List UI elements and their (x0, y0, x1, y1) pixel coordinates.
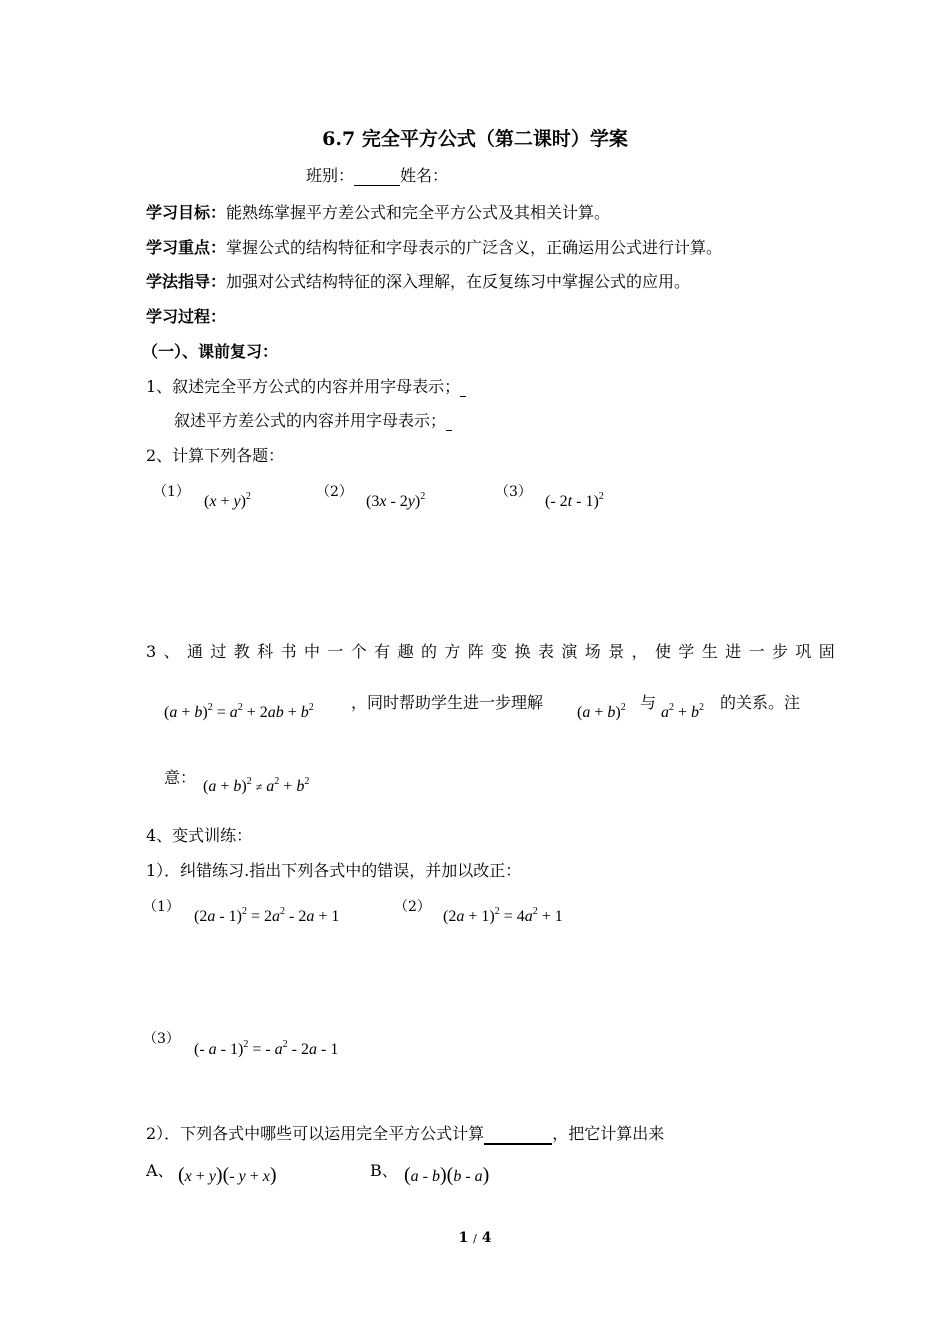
q1-line1-text: 1、叙述完全平方公式的内容并用字母表示； (146, 377, 461, 396)
objectives-label: 学习目标： (146, 203, 227, 222)
q4-option-b-expr: (a - b)(b - a) (404, 1164, 490, 1186)
objectives-text: 能熟练掌握平方差公式和完全平方公式及其相关计算。 (226, 203, 611, 222)
process-label: 学习过程： (146, 307, 227, 326)
q2-item3-expr: (- 2t - 1)$^2$ (545, 491, 604, 510)
q2-item1-num: （1） (153, 484, 190, 500)
q3-expr1: $(a + b)^2 = a^2 + 2ab + b^2$ (164, 702, 314, 721)
q4-item2-num: （2） (394, 899, 431, 915)
q4-part2-line (146, 1121, 664, 1145)
q4-item3-expr: (- a - 1)$^2$ = - $a^2 - 2a - 1$ (194, 1039, 339, 1058)
q1-blank1[interactable] (460, 377, 466, 397)
key-points-label: 学习重点： (146, 238, 227, 257)
q3-note-expr: $(a + b)^2 \ne a^2 + b^2$ (203, 776, 310, 795)
method-line (146, 269, 690, 292)
q4-part2-blank[interactable] (484, 1124, 552, 1145)
q4-part2-title: 2）．下列各式中哪些可以运用完全平方公式计算 (146, 1124, 485, 1143)
q4-part2-tail: ，把它计算出来 (552, 1124, 665, 1143)
q1-line2 (174, 408, 452, 431)
name-label: 姓名： (400, 166, 449, 185)
page-total: 4 (481, 1230, 492, 1246)
q2-item2-num: （2） (316, 484, 353, 500)
q4-option-a-num: A、 (146, 1161, 174, 1180)
q1-line1 (146, 374, 466, 397)
method-label: 学法指导： (146, 272, 227, 291)
q4-option-a-expr: (x + y)(- y + x) (178, 1164, 277, 1186)
q3-mid1: ，同时帮助学生进一步理解 (351, 693, 544, 712)
q4-item1-expr: $(2a - 1)^2 = 2a^2 - 2a + 1$ (194, 906, 340, 925)
page-number (0, 1230, 950, 1246)
class-name-line (306, 163, 448, 186)
q4-item3-num: （3） (143, 1031, 180, 1047)
q3-line1: 3、通过教科书中一个有趣的方阵变换表演场景，使学生进一步巩固 (146, 642, 843, 661)
q4-item1-num: （1） (143, 899, 180, 915)
q2-title: 2、计算下列各题： (146, 446, 285, 465)
method-text: 加强对公式结构特征的深入理解，在反复练习中掌握公式的应用。 (226, 272, 691, 291)
q4-title: 4、变式训练： (146, 826, 253, 845)
q4-option-b-num: B、 (370, 1161, 398, 1180)
q3-expr3: $a^2 + b^2$ (661, 702, 705, 721)
q3-mid2: 与 (640, 693, 657, 712)
q1-blank2[interactable] (446, 411, 452, 431)
class-blank[interactable] (354, 166, 400, 186)
q3-end: 的关系。注 (720, 693, 801, 712)
q4-part1-title: 1）．纠错练习.指出下列各式中的错误，并加以改正： (146, 861, 522, 880)
page-title: 6.7 完全平方公式（第二课时）学案 (322, 128, 628, 150)
q2-item1-expr: $(x + y)^2$ (204, 491, 251, 510)
objectives-line (146, 200, 610, 223)
page-separator: / (473, 1232, 477, 1245)
q4-item2-expr: $(2a + 1)^2 = 4a^2 + 1$ (443, 906, 563, 925)
q2-item2-expr: (3x - 2y)$^2$ (366, 491, 426, 510)
q1-line2-text: 叙述平方差公式的内容并用字母表示； (174, 411, 447, 430)
key-points-text: 掌握公式的结构特征和字母表示的广泛含义，正确运用公式进行计算。 (226, 238, 723, 257)
q2-item3-num: （3） (495, 484, 532, 500)
page-current: 1 (458, 1230, 469, 1246)
class-label: 班别： (306, 166, 355, 185)
q3-expr2: $(a + b)^2$ (577, 702, 626, 721)
q3-note-label: 意： (164, 768, 197, 787)
section1-title: （一）、课前复习： (142, 342, 279, 361)
key-points-line (146, 235, 722, 258)
